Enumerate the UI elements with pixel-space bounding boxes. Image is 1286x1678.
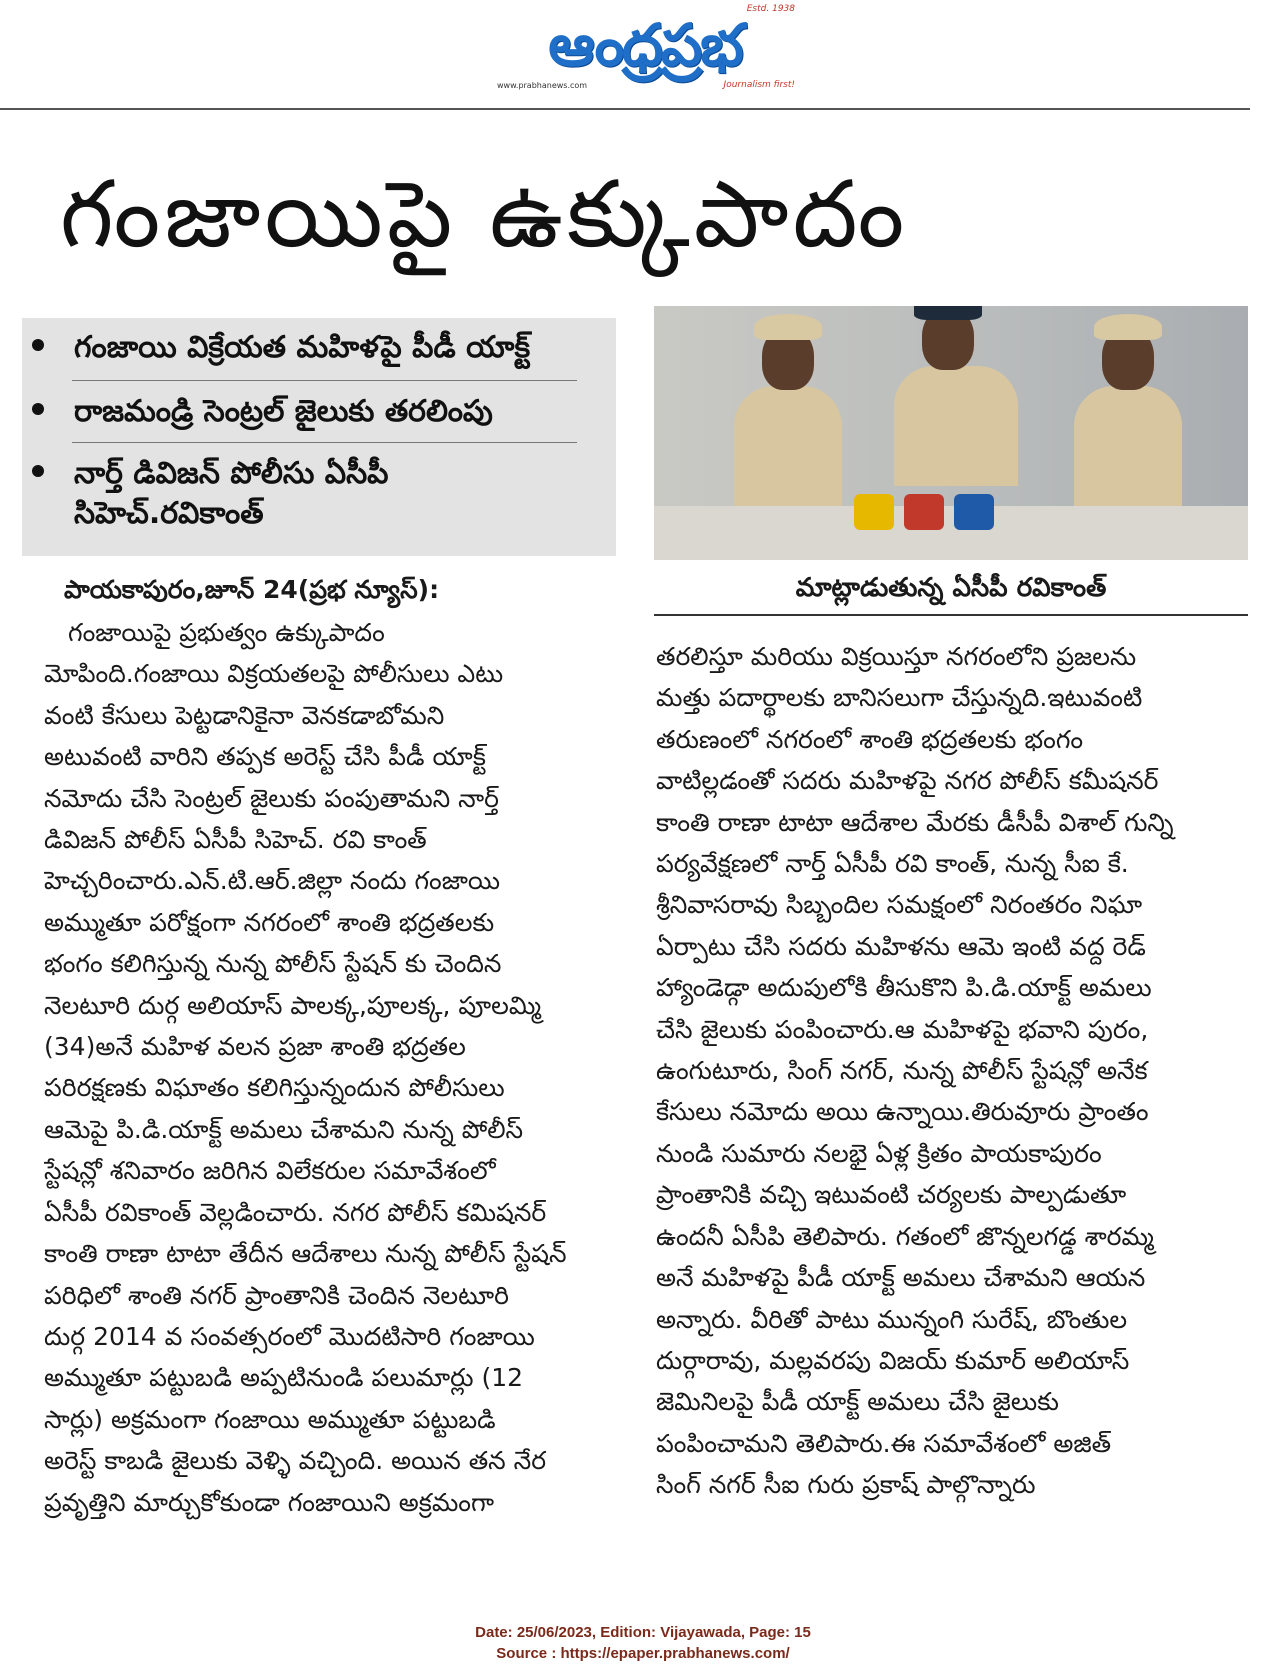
text-line: హెచ్చరించారు.ఎన్.టి.ఆర్.జిల్లా నందు గంజాయి (44, 866, 501, 896)
text-line: తరుణంలో నగరంలో శాంతి భద్రతలకు భంగం (656, 724, 1084, 754)
text-line: చేసి జైలుకు పంపించారు.ఆ మహిళపై భవాని పురం, (656, 1014, 1149, 1044)
text-line: అమ్ముతూ పరోక్షంగా నగరంలో శాంతి భద్రతలకు (44, 907, 495, 937)
bullet-icon (32, 403, 44, 415)
logo-title: ఆంధ్రప్రభ (548, 11, 742, 79)
text-line: వాటిల్లడంతో సదరు మహిళపై నగర పోలీస్ కమీషనర్ (656, 766, 1159, 796)
text-line: గంజాయిపై ప్రభుత్వం ఉక్కుపాదం (68, 618, 385, 647)
footer-source-line[interactable]: Source : https://epaper.prabhanews.com/ (496, 1645, 790, 1662)
text-line: కేసులు నమోదు అయి ఉన్నాయి.తిరువూరు ప్రాంతం (656, 1097, 1149, 1127)
article-headline: గంజాయిపై ఉక్కుపాదం (60, 161, 909, 268)
highlight-text-continued: సిహెచ్.రవికాంత్ (74, 496, 264, 531)
text-line: హ్యాండెడ్గా అదుపులోకి తీసుకొని పి.డి.యాక్ట్ అమలు (656, 973, 1152, 1003)
officer-figure (734, 306, 842, 506)
text-line: అరెస్ట్ కాబడి జైలుకు వెళ్ళి వచ్చింది. అయిన తన నేర (44, 1446, 547, 1476)
text-line: మోపింది.గంజాయి విక్రయతలపై పోలీసులు ఎటు (44, 659, 504, 689)
text-line: పర్యవేక్షణలో నార్త్ ఏసీపీ రవి కాంత్, నున్న సీఐ కే. (656, 849, 1129, 879)
text-line: డివిజన్ పోలీస్ ఏసీపీ సిహెచ్. రవి కాంత్ (44, 825, 427, 855)
logo-tagline: Journalism first! (723, 80, 795, 90)
text-line: అనే మహిళపై పీడీ యాక్ట్ అమలు చేశామని ఆయన (656, 1263, 1146, 1293)
text-line: నమోదు చేసి సెంట్రల్ జైలుకు పంపుతామని నార్త్ (44, 783, 499, 813)
text-line: భంగం కలిగిస్తున్న నున్న పోలీస్ స్టేషన్ కు చెందిన (44, 949, 502, 979)
masthead-rule (0, 108, 1250, 110)
microphone-icon (904, 494, 944, 530)
text-line: అటువంటి వారిని తప్పక అరెస్ట్ చేసి పీడీ యాక్ట్ (44, 742, 486, 772)
text-line: నెలటూరి దుర్గ అలియాస్ పాలక్క,పూలక్క, పూలమ్మి (44, 990, 542, 1020)
bullet-icon (32, 339, 44, 351)
highlight-text: రాజమండ్రి సెంట్రల్ జైలుకు తరలింపు (74, 394, 493, 429)
newspaper-logo (495, 4, 795, 94)
text-line: పరిధిలో శాంతి నగర్ ప్రాంతానికి చెందిన నెలటూరి (44, 1280, 509, 1310)
highlight-text: గంజాయి విక్రేయత మహిళపై పీడీ యాక్ట్ (74, 330, 531, 365)
text-line: కాంతి రాణా టాటా తేదీన ఆదేశాలు నున్న పోలీస్ స్టేషన్ (44, 1239, 567, 1269)
microphone-icon (954, 494, 994, 530)
text-line: ఆమెపై పి.డి.యాక్ట్ అమలు చేశామని నున్న పోలీస్ (44, 1114, 524, 1144)
press-meet-photo (654, 306, 1248, 560)
page-footer (0, 1622, 1286, 1664)
text-line: పరిరక్షణకు విఘాతం కలిగిస్తున్నందున పోలీసులు (44, 1073, 505, 1103)
text-line: దుర్గారావు, మల్లవరపు విజయ్ కుమార్ అలియాస్ (656, 1345, 1130, 1375)
text-line: పంపించామని తెలిపారు.ఈ సమావేశంలో అజిత్ (656, 1428, 1112, 1458)
article-column-left (44, 612, 604, 1523)
text-line: స్టేషన్లో శనివారం జరిగిన విలేకరుల సమావేశంలో (44, 1156, 496, 1186)
microphone-icon (854, 494, 894, 530)
footer-date-line: Date: 25/06/2023, Edition: Vijayawada, Page: 15 (475, 1624, 811, 1641)
text-line: (34)అనే మహిళ వలన ప్రజా శాంతి భద్రతల (44, 1032, 466, 1062)
text-line: ప్రాంతానికి వచ్చి ఇటువంటి చర్యలకు పాల్పడుతూ (656, 1180, 1127, 1210)
caption-rule (654, 614, 1248, 616)
text-line: ఉందనీ ఏసీపి తెలిపారు. గతంలో జొన్నలగడ్డ శారమ్మ (656, 1221, 1154, 1251)
text-line: సార్లు) అక్రమంగా గంజాయి అమ్ముతూ పట్టుబడి (44, 1404, 496, 1434)
divider (72, 442, 577, 443)
highlight-item (32, 454, 592, 534)
text-line: సింగ్ నగర్ సీఐ గురు ప్రకాష్ పాల్గొన్నారు (656, 1470, 1036, 1500)
text-line: జెమినిలపై పీడీ యాక్ట్ అమలు చేసి జైలుకు (656, 1387, 1059, 1417)
logo-url: www.prabhanews.com (497, 81, 588, 90)
highlight-item (32, 392, 592, 432)
text-line: మత్తు పదార్థాలకు బానిసలుగా చేస్తున్నది.ఇటువంటి (656, 683, 1143, 713)
text-line: శ్రీనివాసరావు సిబ్బందిల సమక్షంలో నిరంతరం నిఘా (656, 890, 1143, 920)
officer-figure (894, 306, 1018, 506)
officer-figure (1074, 306, 1182, 506)
text-line: ప్రవృత్తిని మార్చుకోకుండా గంజాయిని అక్రమంగా (44, 1487, 494, 1517)
text-line: ఉంగుటూరు, సింగ్ నగర్, నున్న పోలీస్ స్టేషన్లో అనేక (656, 1056, 1148, 1086)
bullet-icon (32, 465, 44, 477)
photo-table (654, 506, 1248, 560)
text-line: వంటి కేసులు పెట్టడానికైనా వెనకడాబోమని (44, 700, 445, 730)
photo-caption: మాట్లాడుతున్న ఏసీపీ రవికాంత్ (795, 573, 1107, 603)
text-line: ఏసీపీ రవికాంత్ వెల్లడించారు. నగర పోలీస్ కమిషనర్ (44, 1197, 547, 1227)
logo-estd: Estd. 1938 (746, 4, 795, 14)
highlight-text: నార్త్ డివిజన్ పోలీసు ఏసీపీ (74, 456, 389, 491)
masthead (0, 0, 1286, 110)
text-line: నుండి సుమారు నలభై ఏళ్ల క్రితం పాయకాపురం (656, 1138, 1102, 1168)
text-line: అన్నారు. వీరితో పాటు మున్నంగి సురేష్, బొంతుల (656, 1304, 1128, 1334)
text-line: అమ్ముతూ పట్టుబడి అప్పటినుండి పలుమార్లు (12 (44, 1363, 524, 1393)
dateline: పాయకాపురం,జూన్ 24(ప్రభ న్యూస్): (64, 575, 440, 604)
text-line: కాంతి రాణా టాటా ఆదేశాల మేరకు డీసీపీ విశాల్ గున్ని (656, 807, 1174, 837)
text-line: తరలిస్తూ మరియు విక్రయిస్తూ నగరంలోని ప్రజలను (656, 642, 1137, 671)
text-line: దుర్గ 2014 వ సంవత్సరంలో మొదటిసారి గంజాయి (44, 1321, 535, 1351)
article-column-right (656, 636, 1250, 1506)
highlights-box (22, 318, 616, 556)
divider (72, 380, 577, 381)
text-line: ఏర్పాటు చేసి సదరు మహిళను ఆమె ఇంటి వద్ద రెడ్ (656, 931, 1146, 961)
highlight-item (32, 328, 592, 368)
